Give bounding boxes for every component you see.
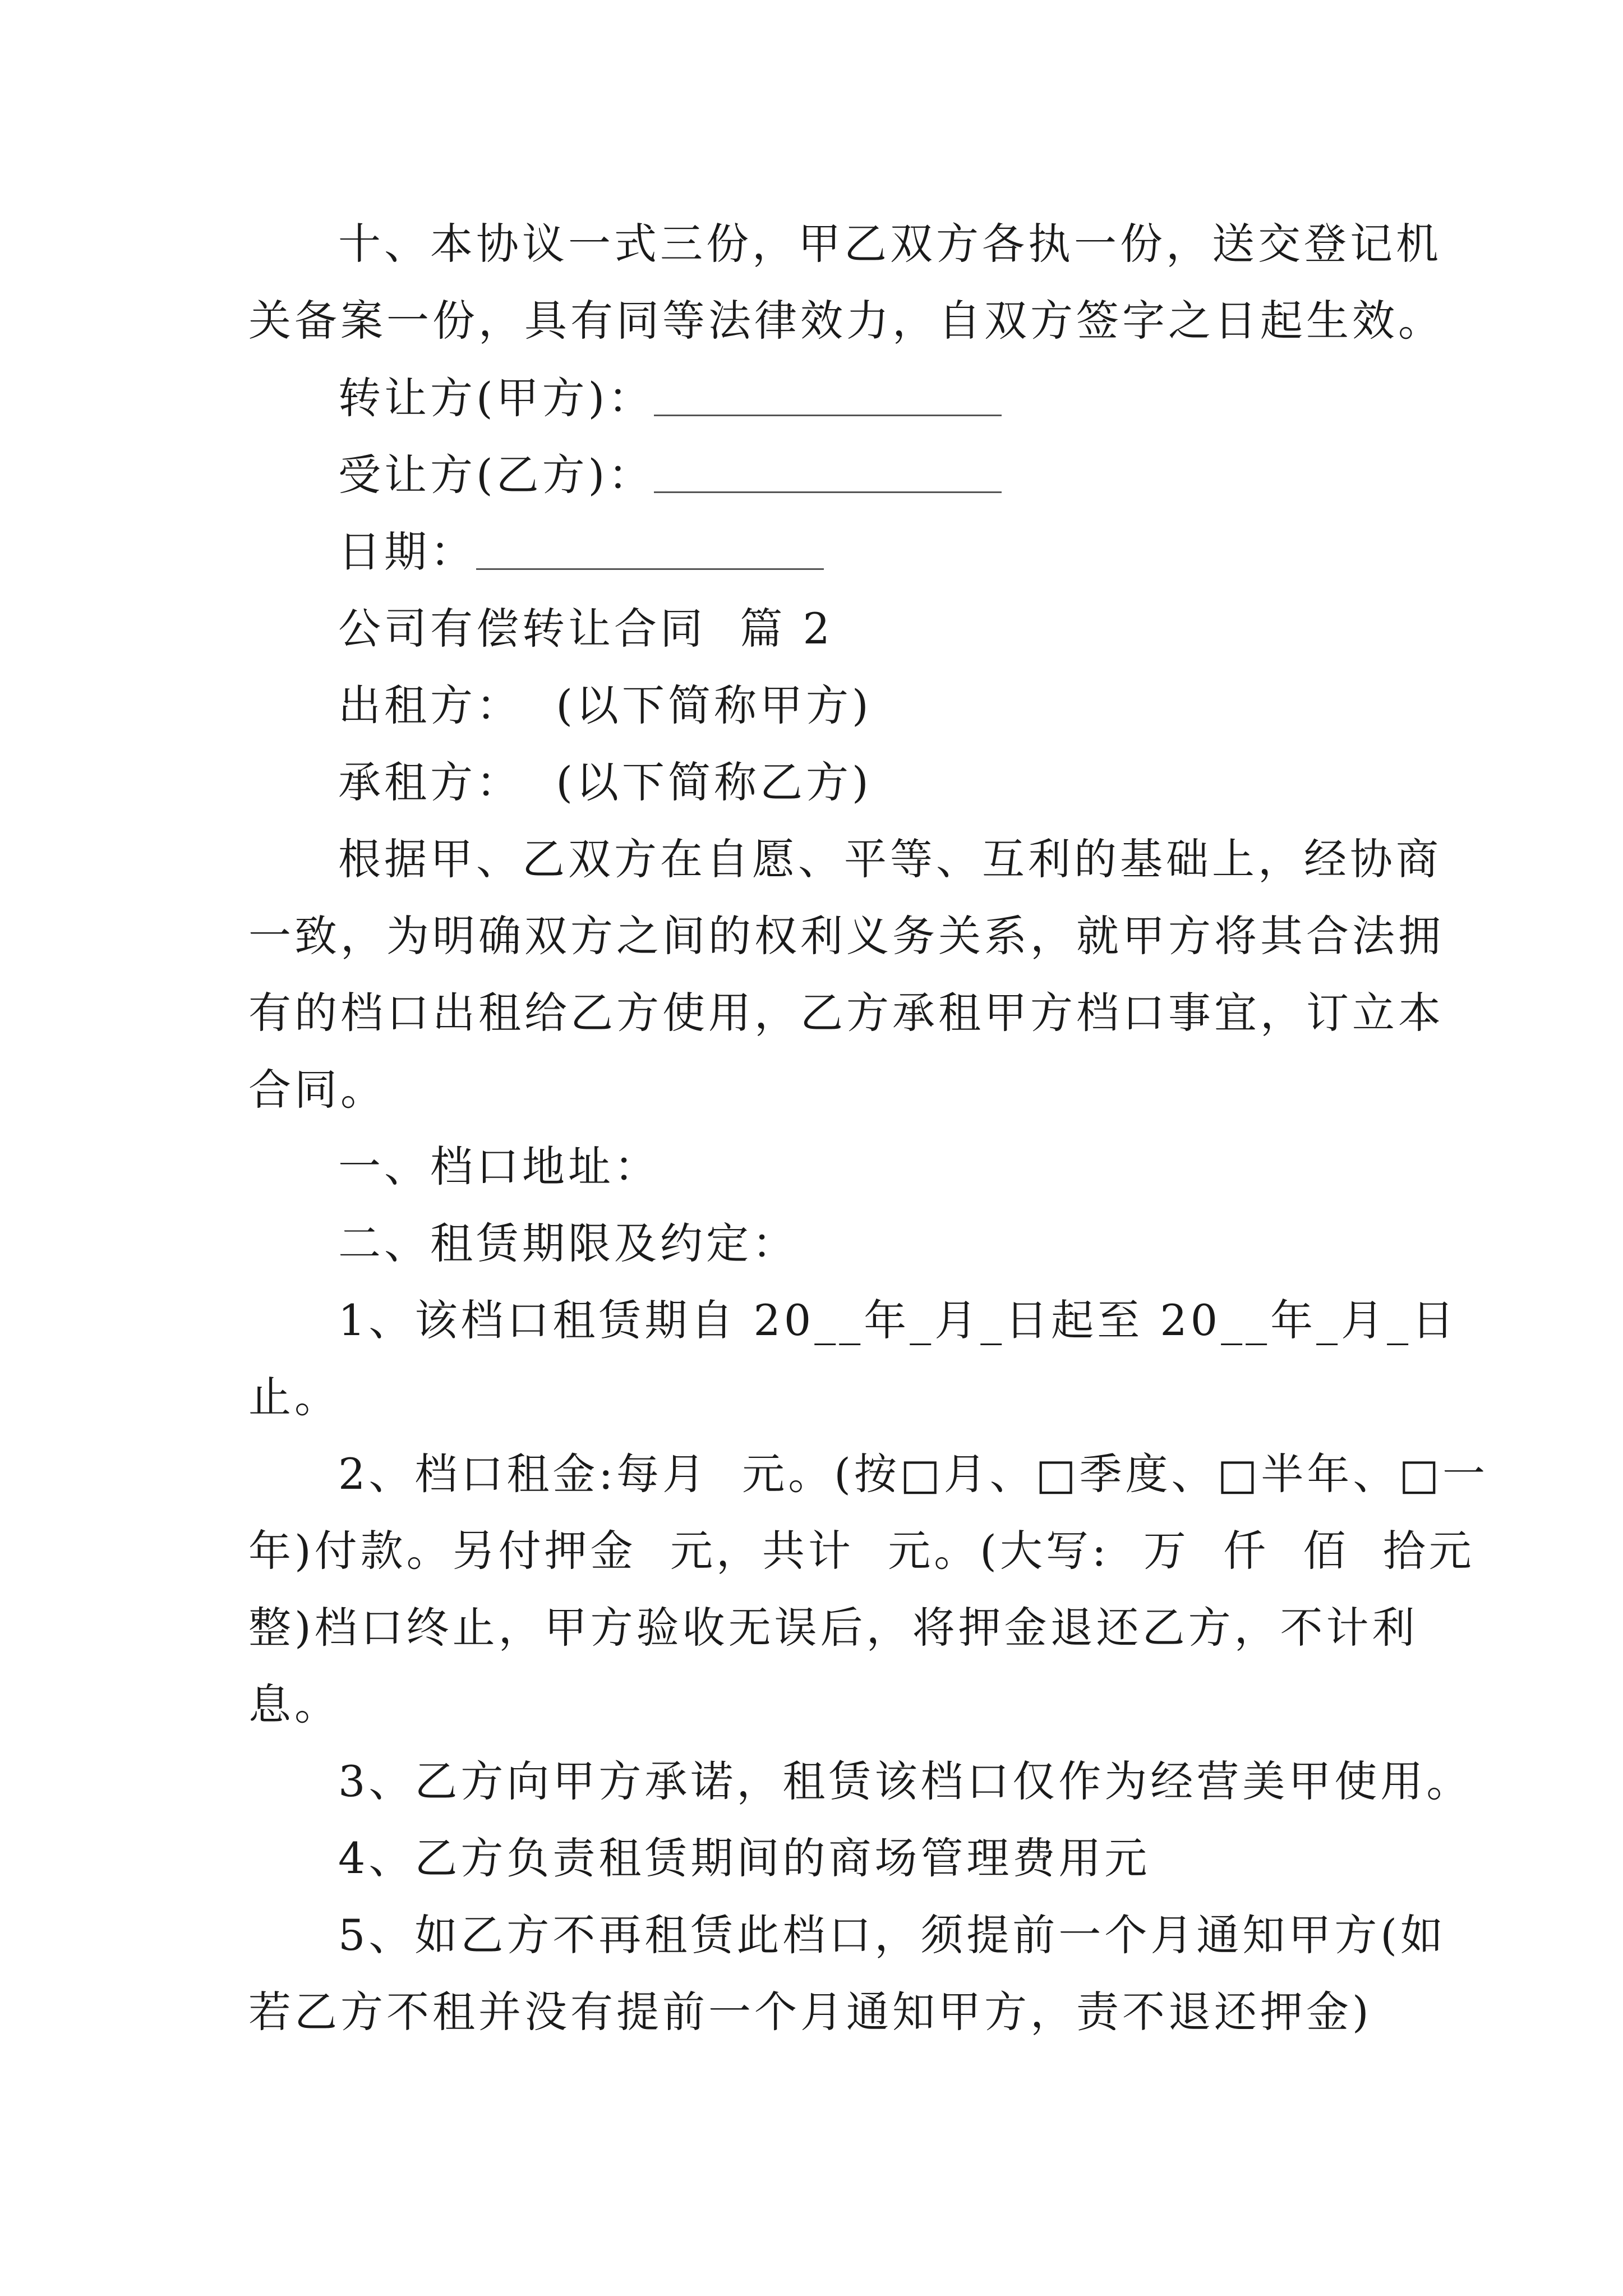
paragraph-line: 5、如乙方不再租赁此档口，须提前一个月通知甲方(如 bbox=[338, 1910, 1447, 1960]
paragraph-line: 有的档口出租给乙方使用，乙方承租甲方档口事宜，订立本 bbox=[248, 988, 1444, 1038]
signature-transferee bbox=[338, 447, 1002, 503]
paragraph-line: 关备案一份，具有同等法律效力，自双方签字之日起生效。 bbox=[248, 296, 1444, 346]
signature-transferor bbox=[338, 370, 1002, 426]
paragraph-line: 承租方： (以下简称乙方) bbox=[338, 757, 872, 807]
paragraph-line: 合同。 bbox=[248, 1065, 386, 1115]
section-title: 公司有偿转让合同 篇 2 bbox=[338, 604, 833, 654]
paragraph-line: 年)付款。另付押金 元，共计 元。(大写: 万 仟 佰 拾元 bbox=[248, 1526, 1475, 1576]
signature-blank bbox=[654, 415, 1002, 416]
signature-label: 转让方(甲方)： bbox=[338, 373, 654, 423]
signature-label: 日期： bbox=[338, 527, 476, 577]
paragraph-line: 一致，为明确双方之间的权利义务关系，就甲方将其合法拥 bbox=[248, 911, 1444, 961]
paragraph-line: 若乙方不租并没有提前一个月通知甲方，责不退还押金) bbox=[248, 1987, 1372, 2037]
paragraph-line: 二、租赁期限及约定： bbox=[338, 1218, 798, 1268]
paragraph-line: 2、档口租金:每月 元。(按□月、□季度、□半年、□一 bbox=[338, 1449, 1489, 1499]
signature-blank bbox=[476, 568, 824, 570]
paragraph-line: 1、该档口租赁期自 20__年_月_日起至 20__年_月_日 bbox=[338, 1295, 1458, 1345]
paragraph-line: 止。 bbox=[248, 1372, 340, 1422]
paragraph-line: 4、乙方负责租赁期间的商场管理费用元 bbox=[338, 1833, 1151, 1883]
paragraph-line: 3、乙方向甲方承诺，租赁该档口仅作为经营美甲使用。 bbox=[338, 1756, 1473, 1806]
paragraph-line: 十、本协议一式三份，甲乙双方各执一份，送交登记机 bbox=[338, 219, 1442, 269]
signature-blank bbox=[654, 491, 1002, 493]
signature-label: 受让方(乙方)： bbox=[338, 450, 654, 500]
paragraph-line: 息。 bbox=[248, 1680, 340, 1729]
paragraph-line: 整)档口终止，甲方验收无误后，将押金退还乙方，不计利 bbox=[248, 1603, 1418, 1653]
paragraph-line: 一、档口地址： bbox=[338, 1142, 660, 1191]
paragraph-line: 出租方： (以下简称甲方) bbox=[338, 680, 872, 730]
paragraph-line: 根据甲、乙双方在自愿、平等、互利的基础上，经协商 bbox=[338, 834, 1442, 884]
signature-date bbox=[338, 524, 824, 580]
